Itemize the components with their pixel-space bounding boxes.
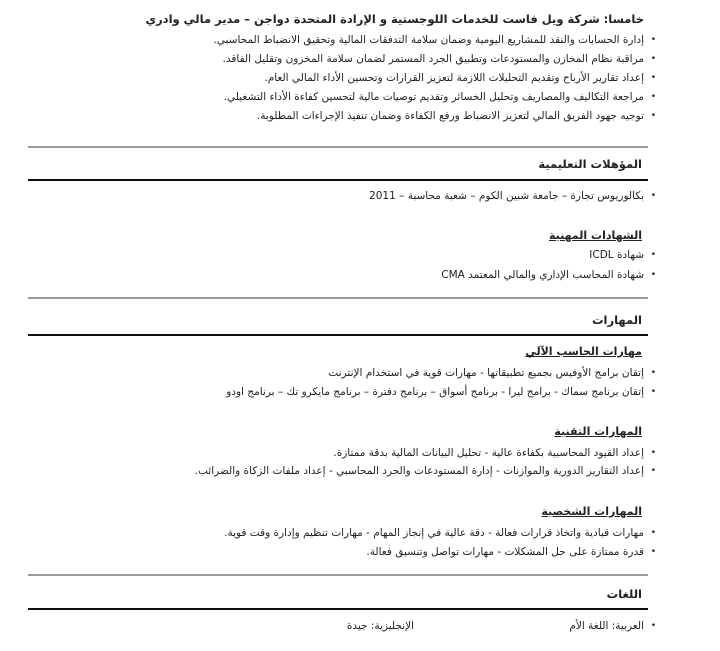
section-divider	[28, 574, 648, 576]
heading-underline	[28, 179, 648, 181]
bullet-icon: •	[650, 368, 656, 378]
technical-skill-item: إعداد القيود المحاسبية بكفاءة عالية - تحليل البيانات المالية بدقة ممتازة.	[333, 447, 644, 459]
certificates-heading: الشهادات المهنية	[549, 229, 642, 242]
certificate-item: شهادة المحاسب الإداري والمالي المعتمد CMA	[441, 269, 644, 281]
bullet-icon: •	[650, 448, 656, 458]
bullet-icon: •	[650, 528, 656, 538]
education-heading: المؤهلات التعليمية	[538, 157, 642, 171]
experience-item: إدارة الحسابات والنقد للمشاريع اليومية وضمان سلامة التدفقات المالية وتحقيق الانضباط المحاسبي.	[213, 34, 644, 46]
bullet-icon: •	[650, 466, 656, 476]
heading-underline	[28, 334, 648, 336]
bullet-icon: •	[650, 387, 656, 397]
heading-underline	[28, 608, 648, 610]
job-heading: خامسا: شركة ويل فاست للخدمات اللوجستية و الإرادة المتحدة دواجن – مدير مالي وادري	[145, 12, 644, 26]
bullet-icon: •	[650, 111, 656, 121]
language-arabic: العربية: اللغة الأم	[569, 620, 644, 632]
bullet-icon: •	[650, 54, 656, 64]
computer-skill-item: إتقان برامج الأوفيس بجميع تطبيقاتها - مهارات قوية في استخدام الإنترنت	[328, 367, 644, 379]
computer-skill-item: إتقان برنامج سماك - برامج ليرا - برنامج أسواق – برنامج دفترة – برنامج مايكرو تك – برنامج اودو	[226, 386, 644, 398]
education-item: بكالوريوس تجارة – جامعة شبين الكوم – شعبة محاسبة – 2011	[369, 190, 644, 202]
experience-item: توجيه جهود الفريق المالي لتعزيز الانضباط ورفع الكفاءة وضمان تنفيذ الإجراءات المطلوبة.	[256, 110, 644, 122]
skills-heading: المهارات	[592, 313, 642, 327]
experience-item: مراقبة نظام المخازن والمستودعات وتطبيق الجرد المستمر لضمان سلامة المخزون وتقليل الفاقد.	[222, 53, 644, 65]
bullet-icon: •	[650, 35, 656, 45]
bullet-icon: •	[650, 191, 656, 201]
personal-skills-heading: المهارات الشخصية	[541, 505, 642, 518]
certificate-item: شهادة ICDL	[589, 249, 644, 261]
language-english: الإنجليزية: جيدة	[346, 620, 414, 632]
technical-skill-item: إعداد التقارير الدورية والموازنات - إدارة المستودعات والجرد المحاسبي - إعداد ملفات الزكاة والضرائب.	[194, 465, 644, 477]
bullet-icon: •	[650, 73, 656, 83]
personal-skill-item: قدرة ممتازة على حل المشكلات - مهارات تواصل وتنسيق فعالة.	[366, 546, 644, 558]
section-divider	[28, 297, 648, 299]
bullet-icon: •	[650, 621, 656, 631]
experience-item: مراجعة التكاليف والمصاريف وتحليل الخسائر وتقديم توصيات مالية لتحسين كفاءة الأداء التشغيلي.	[223, 91, 644, 103]
bullet-icon: •	[650, 250, 656, 260]
languages-heading: اللغات	[606, 587, 642, 601]
bullet-icon: •	[650, 92, 656, 102]
bullet-icon: •	[650, 270, 656, 280]
bullet-icon: •	[650, 547, 656, 557]
technical-skills-heading: المهارات التقنية	[554, 425, 642, 438]
personal-skill-item: مهارات قيادية واتخاذ قرارات فعالة - دقة عالية في إنجاز المهام - مهارات تنظيم وإدارة وقت قوية.	[224, 527, 644, 539]
experience-item: إعداد تقارير الأرباح وتقديم التحليلات اللازمة لتعزيز القرارات وتحسين الأداء المالي العام.	[264, 72, 644, 84]
section-divider	[28, 146, 648, 148]
computer-skills-heading: مهارات الحاسب الآلي	[525, 345, 642, 358]
